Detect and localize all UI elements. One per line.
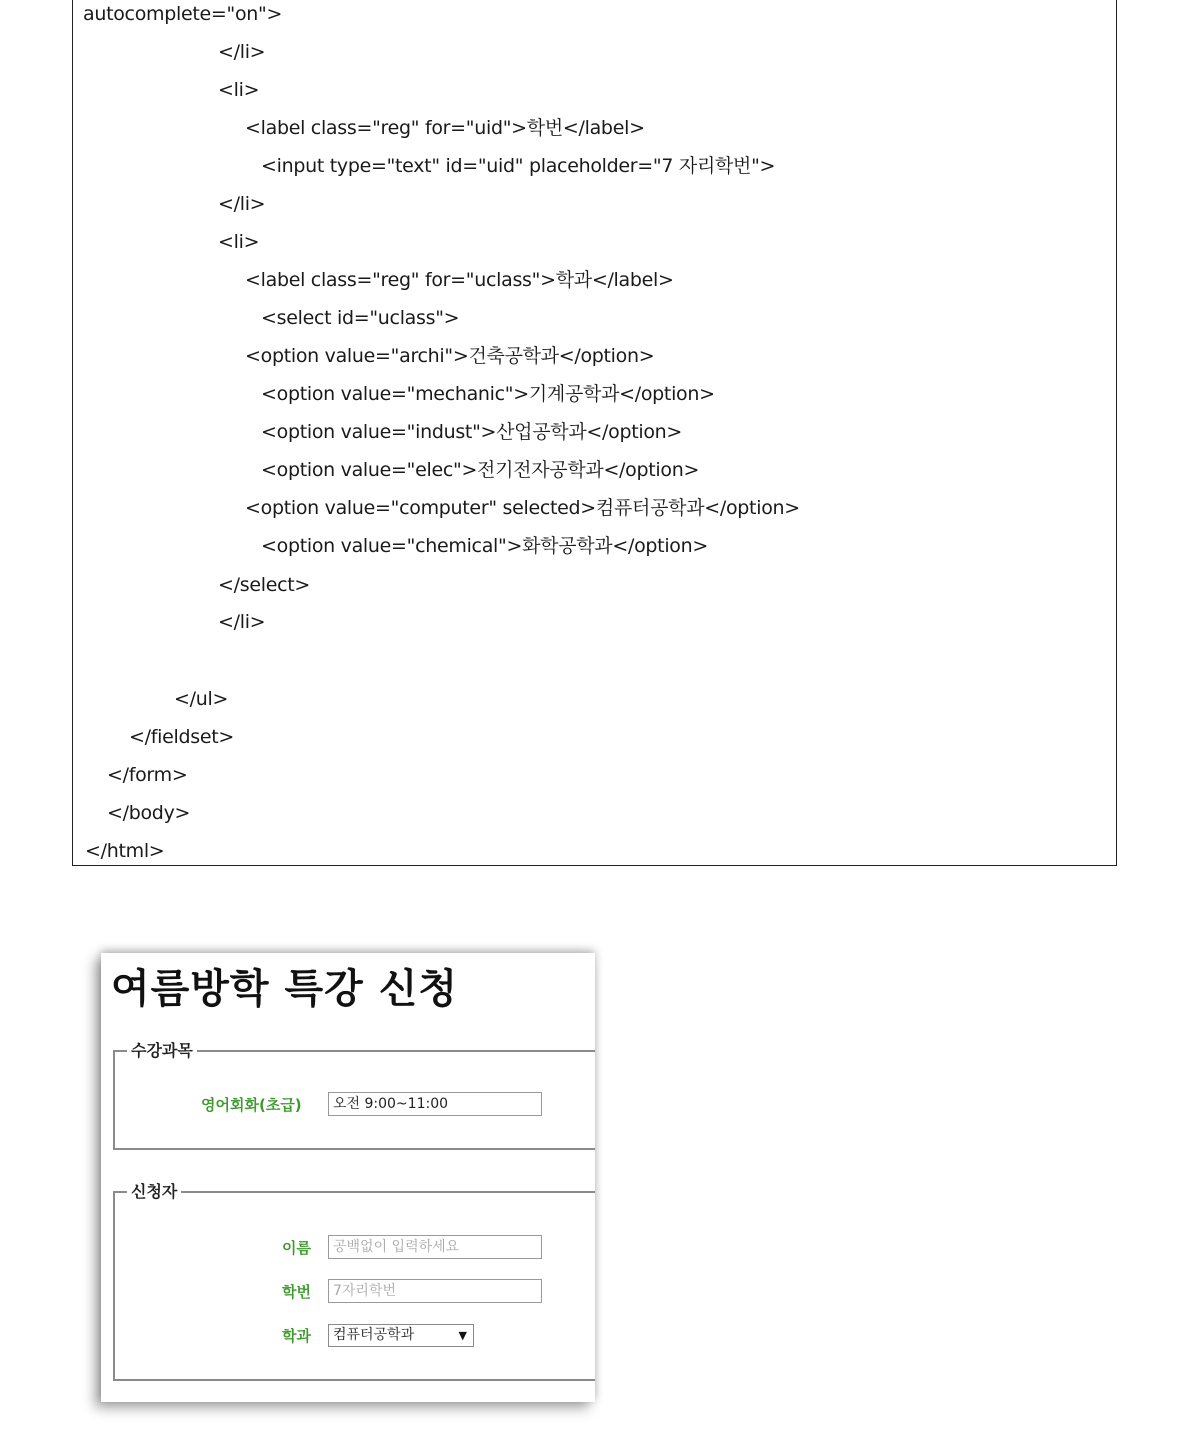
code-line: </fieldset>: [129, 726, 234, 748]
course-time-input[interactable]: 오전 9:00~11:00: [328, 1092, 542, 1116]
code-line: </form>: [107, 764, 188, 786]
code-line: <label class="reg" for="uclass">학과</label>: [245, 269, 674, 291]
code-line: <option value="indust">산업공학과</option>: [261, 421, 683, 443]
course-legend: 수강과목: [127, 1040, 197, 1062]
page-title: 여름방학 특강 신청: [111, 966, 458, 1012]
name-input[interactable]: 공백없이 입력하세요: [328, 1235, 542, 1259]
code-line: autocomplete="on">: [83, 3, 283, 25]
dropdown-arrow-icon[interactable]: ▼: [458, 1329, 467, 1342]
code-line: <li>: [218, 79, 260, 101]
code-line: </html>: [85, 840, 165, 862]
code-line: <option value="mechanic">기계공학과</option>: [261, 383, 715, 405]
form-preview-screenshot: [101, 953, 595, 1402]
code-line: </li>: [218, 41, 266, 63]
code-listing: [72, 0, 1117, 866]
department-select[interactable]: [328, 1324, 474, 1347]
applicant-fieldset: [113, 1182, 595, 1381]
department-selected-value: 컴퓨터공학과: [333, 1327, 415, 1343]
code-line: </body>: [107, 802, 191, 824]
applicant-legend: 신청자: [127, 1181, 181, 1203]
code-line: </select>: [218, 574, 310, 596]
course-label: 영어회화(초급): [201, 1096, 302, 1114]
department-label: 학과: [282, 1327, 311, 1345]
code-line: </ul>: [174, 688, 229, 710]
code-line: <option value="archi">건축공학과</option>: [245, 345, 655, 367]
code-line: <option value="elec">전기전자공학과</option>: [261, 459, 700, 481]
code-line: <option value="chemical">화학공학과</option>: [261, 535, 708, 557]
code-line: </li>: [218, 611, 266, 633]
student-id-input[interactable]: 7자리학번: [328, 1279, 542, 1303]
name-label: 이름: [282, 1239, 311, 1257]
code-line: <input type="text" id="uid" placeholder="7 자리학번">: [261, 155, 776, 177]
code-line: <li>: [218, 231, 260, 253]
code-line: <select id="uclass">: [261, 307, 460, 329]
code-line: <option value="computer" selected>컴퓨터공학과</option>: [245, 497, 800, 519]
student-id-label: 학번: [282, 1283, 311, 1301]
course-fieldset: [113, 1041, 595, 1150]
code-line: <label class="reg" for="uid">학번</label>: [245, 117, 645, 139]
code-line: </li>: [218, 193, 266, 215]
